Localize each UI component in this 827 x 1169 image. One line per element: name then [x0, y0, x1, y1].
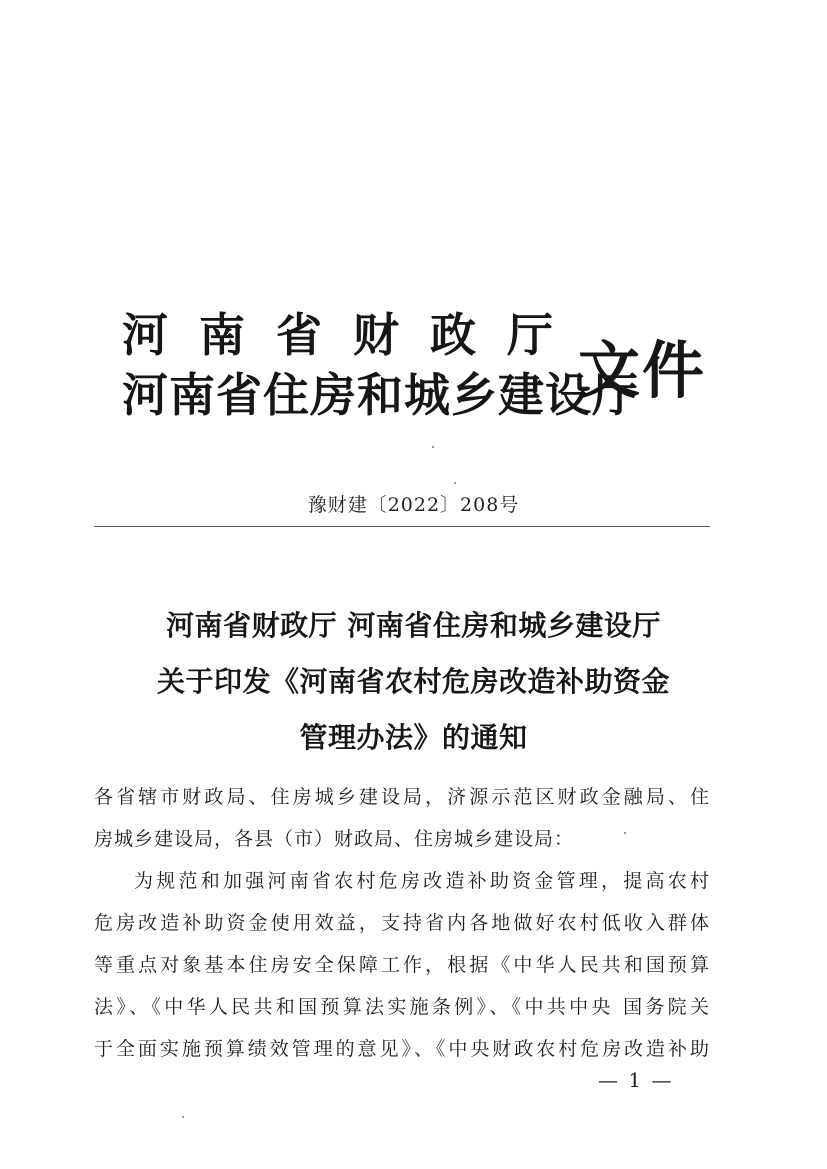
- issuer-housing-department: 河南省住房和城乡建设厅: [122, 368, 639, 422]
- body-line-4: 危房改造补助资金使用效益，支持省内各地做好农村低收入群体: [94, 912, 710, 934]
- scan-speck: [624, 832, 626, 834]
- body-line-2: 房城乡建设局，各县（市）财政局、住房城乡建设局：: [94, 828, 575, 850]
- document-body: [94, 776, 710, 1070]
- document-type-label: 文件: [578, 334, 707, 407]
- body-line-3: 为规范和加强河南省农村危房改造补助资金管理，提高农村: [134, 870, 710, 892]
- page-number: — 1 —: [598, 1068, 674, 1092]
- body-line-5: 等重点对象基本住房安全保障工作，根据《中华人民共和国预算: [94, 954, 710, 976]
- document-title: [0, 598, 827, 766]
- title-line-2: 关于印发《河南省农村危房改造补助资金: [156, 665, 670, 698]
- red-header: [0, 0, 827, 440]
- issuer-finance-department: 河南省财政厅: [122, 308, 584, 362]
- body-line-7: 于全面实施预算绩效管理的意见》、《中央财政农村危房改造补助: [94, 1038, 710, 1060]
- document-number: 豫财建〔2022〕208号: [307, 494, 520, 516]
- scan-speck: [454, 482, 456, 484]
- scan-speck: [182, 1116, 184, 1118]
- body-line-1: 各省辖市财政局、住房城乡建设局，济源示范区财政金融局、住: [94, 786, 710, 808]
- header-divider: [94, 526, 710, 527]
- scan-speck: [432, 446, 434, 448]
- title-line-1: 河南省财政厅 河南省住房和城乡建设厅: [166, 609, 661, 642]
- title-line-3: 管理办法》的通知: [299, 721, 528, 754]
- body-line-6: 法》、《中华人民共和国预算法实施条例》、《中共中央 国务院关: [94, 996, 710, 1018]
